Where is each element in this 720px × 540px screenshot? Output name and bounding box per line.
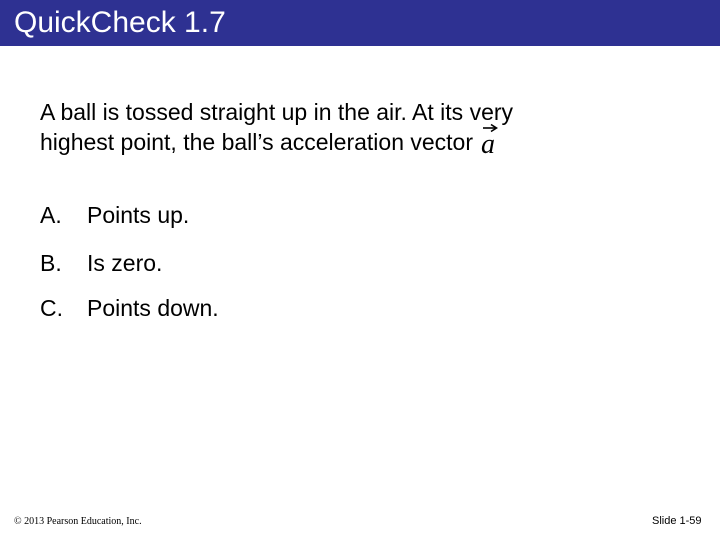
- choice-b: [40, 248, 162, 278]
- copyright-notice: © 2013 Pearson Education, Inc.: [14, 516, 142, 527]
- question-text: [40, 97, 600, 159]
- choice-b-letter: B.: [40, 250, 62, 276]
- slide-title: QuickCheck 1.7: [14, 6, 226, 39]
- choice-a-letter: A.: [40, 202, 62, 228]
- question-line-1: A ball is tossed straight up in the air. At its very: [40, 99, 514, 125]
- acceleration-vector-symbol: [481, 131, 495, 159]
- choice-a-text: Points up.: [87, 202, 190, 228]
- choice-a: [40, 200, 189, 230]
- question-line-2-text: highest point, the ball’s acceleration vector: [40, 129, 474, 155]
- choice-c-text: Points down.: [87, 295, 219, 321]
- choice-c: [40, 293, 219, 323]
- question-line-2: [40, 127, 600, 159]
- choice-c-letter: C.: [40, 295, 63, 321]
- title-bar: [0, 0, 720, 46]
- vector-letter: a: [481, 129, 496, 160]
- choice-b-text: Is zero.: [87, 250, 163, 276]
- slide-number: Slide 1-59: [652, 515, 702, 527]
- vector-arrow-icon: [481, 123, 499, 133]
